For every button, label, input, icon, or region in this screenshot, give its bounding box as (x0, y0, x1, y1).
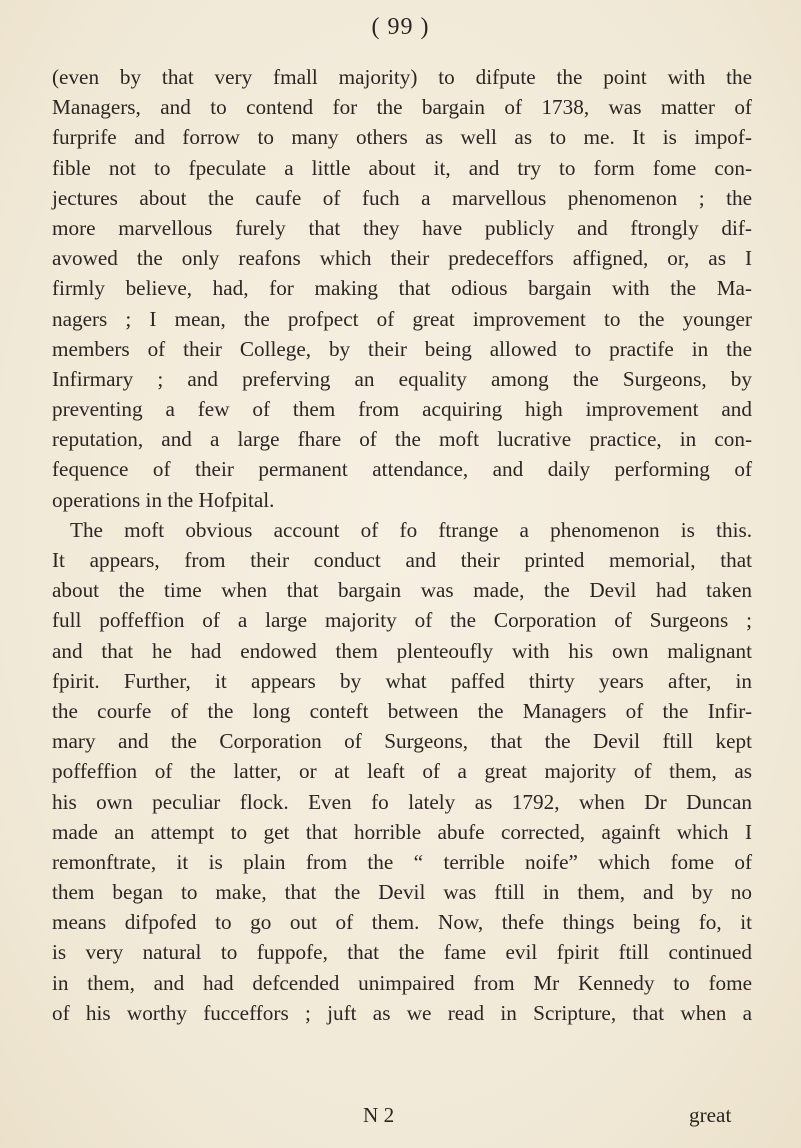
text-line: about the time when that bargain was made, the Devil had taken (52, 578, 752, 603)
text-line: means difpofed to go out of them. Now, thefe things being fo, it (52, 910, 752, 935)
text-line: firmly believe, had, for making that odious bargain with the Ma- (52, 276, 752, 301)
text-line: nagers ; I mean, the profpect of great improvement to the younger (52, 306, 752, 331)
text-line: his own peculiar flock. Even fo lately as 1792, when Dr Duncan (52, 789, 752, 814)
text-line: furprife and forrow to many others as well as to me. It is impof- (52, 125, 752, 150)
body-text (52, 62, 752, 1028)
catchword: great (689, 1103, 732, 1127)
text-line: mary and the Corporation of Surgeons, that the Devil ftill kept (52, 729, 752, 754)
text-line: avowed the only reafons which their predeceffors affigned, or, as I (52, 246, 752, 271)
text-line: more marvellous furely that they have publicly and ftrongly dif- (52, 215, 752, 240)
text-line: Managers, and to contend for the bargain of 1738, was matter of (52, 95, 752, 120)
text-line: poffeffion of the latter, or at leaft of a great majority of them, as (52, 759, 752, 784)
text-line: reputation, and a large fhare of the moft lucrative practice, in con- (52, 427, 752, 452)
text-line: made an attempt to get that horrible abufe corrected, againft which I (52, 819, 752, 844)
text-line: and that he had endowed them plenteoufly with his own malignant (52, 638, 752, 663)
signature-mark: N 2 (363, 1103, 395, 1127)
text-line: operations in the Hofpital. (52, 487, 275, 512)
text-line: the courfe of the long conteft between the Managers of the Infir- (52, 698, 752, 723)
page-footer (0, 1103, 801, 1133)
text-line: fpirit. Further, it appears by what paffed thirty years after, in (52, 668, 752, 693)
text-line: is very natural to fuppofe, that the fame evil fpirit ftill continued (52, 940, 752, 965)
text-line: (even by that very fmall majority) to difpute the point with the (52, 65, 752, 89)
text-line: Infirmary ; and preferving an equality among the Surgeons, by (52, 366, 752, 391)
text-line: of his worthy fucceffors ; juft as we read in Scripture, that when a (52, 1000, 752, 1025)
text-line: jectures about the caufe of fuch a marvellous phenomenon ; the (52, 185, 752, 210)
text-line: fequence of their permanent attendance, and daily performing of (52, 457, 752, 482)
text-line: in them, and had defcended unimpaired from Mr Kennedy to fome (52, 970, 752, 995)
text-line: them began to make, that the Devil was ftill in them, and by no (52, 880, 752, 905)
text-line: fible not to fpeculate a little about it, and try to form fome con- (52, 155, 752, 180)
page-number: ( 99 ) (371, 14, 430, 40)
text-line: remonftrate, it is plain from the “ terrible noife” which fome of (52, 849, 752, 874)
text-line: preventing a few of them from acquiring high improvement and (52, 397, 752, 422)
text-line: The moft obvious account of fo ftrange a phenomenon is this. (70, 517, 752, 542)
text-line: full poffeffion of a large majority of the Corporation of Surgeons ; (52, 608, 752, 633)
text-line: members of their College, by their being allowed to practife in the (52, 336, 752, 361)
text-line: It appears, from their conduct and their printed memorial, that (52, 548, 752, 572)
